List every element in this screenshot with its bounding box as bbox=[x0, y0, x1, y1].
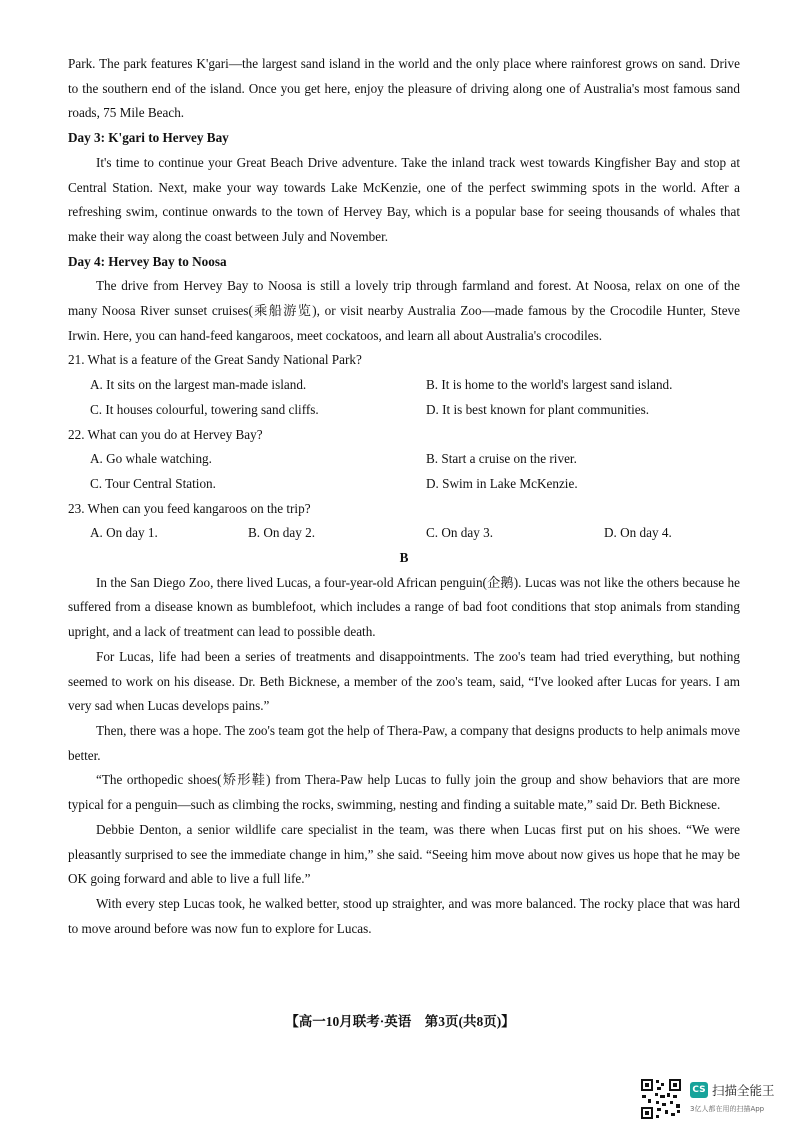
option-21d: D. It is best known for plant communities. bbox=[426, 401, 650, 417]
paragraph-day4: The drive from Hervey Bay to Noosa is still a lovely trip through farmland and forest. At Noosa, relax on one of the many Noosa River sunset cruises(乘船游览), or visit nearby Australia Zoo—made famous by the Crocodile Hunter, Steve Irwin. Here, you can hand-feed kangaroos, meet cockatoos, and learn all about Australia's crocodiles. bbox=[68, 278, 740, 343]
page-footer: 【高一10月联考·英语 第3页(共8页)】 bbox=[285, 1014, 515, 1029]
paragraph-b6: With every step Lucas took, he walked better, stood up straighter, and was more balanced. The rocky place that was hard to move around before was now fun to explore for Lucas. bbox=[68, 895, 740, 936]
day4-heading: Day 4: Hervey Bay to Noosa bbox=[68, 253, 227, 269]
question-22-text: 22. What can you do at Hervey Bay? bbox=[68, 426, 263, 442]
option-22d: D. Swim in Lake McKenzie. bbox=[426, 475, 578, 491]
qr-code-icon bbox=[640, 1078, 682, 1120]
paragraph-b1: In the San Diego Zoo, there lived Lucas, a four-year-old African penguin(企鹅). Lucas was not like the others because he suffered from a disease known as bumblefoot, which includes a range of bad foot conditions that stop animals from standing upright, and a lack of treatment can lead to possible death. bbox=[68, 574, 740, 640]
scanner-watermark bbox=[640, 1078, 790, 1122]
option-22a: A. Go whale watching. bbox=[90, 451, 212, 467]
option-23a: A. On day 1. bbox=[90, 525, 158, 541]
question-23 bbox=[68, 497, 740, 546]
question-23-text: 23. When can you feed kangaroos on the trip? bbox=[68, 500, 311, 516]
cs-logo-icon: CS bbox=[690, 1082, 708, 1098]
option-21c: C. It houses colourful, towering sand cliffs. bbox=[90, 401, 319, 417]
question-23-options bbox=[68, 521, 740, 546]
paragraph-b5: Debbie Denton, a senior wildlife care specialist in the team, was there when Lucas first put on his shoes. “We were pleasantly surprised to see the immediate change in him,” she said. “Seeing him move about now gives us hope that he may be OK going forward and able to live a full life.” bbox=[68, 821, 740, 887]
option-21b: B. It is home to the world's largest sand island. bbox=[426, 377, 673, 393]
option-23b: B. On day 2. bbox=[248, 525, 316, 541]
page-content bbox=[68, 52, 740, 941]
option-23c: C. On day 3. bbox=[426, 525, 494, 541]
brand-tagline: 3亿人都在用的扫描App bbox=[690, 1105, 765, 1113]
option-23d: D. On day 4. bbox=[604, 525, 672, 541]
paragraph-b4: “The orthopedic shoes(矫形鞋) from Thera-Paw help Lucas to fully join the group and show behaviors that are more typical for a penguin—such as climbing the rocks, swimming, nesting and finding a suitable mate,” said Dr. Beth Bicknese. bbox=[68, 772, 740, 813]
paragraph-b3: Then, there was a hope. The zoo's team got the help of Thera-Paw, a company that designs products to help animals move better. bbox=[68, 722, 740, 763]
brand-name: 扫描全能王 bbox=[712, 1083, 775, 1098]
question-22-options bbox=[68, 447, 740, 496]
day3-heading: Day 3: K'gari to Hervey Bay bbox=[68, 130, 229, 146]
section-b-label: B bbox=[399, 550, 409, 566]
paragraph-b2: For Lucas, life had been a series of treatments and disappointments. The zoo's team had tried everything, but nothing seemed to work on his disease. Dr. Beth Bicknese, a member of the zoo's team, said, “I've looked after Lucas for years. I am very sad when Lucas develops pains.” bbox=[68, 648, 740, 714]
option-22c: C. Tour Central Station. bbox=[90, 475, 216, 491]
option-21a: A. It sits on the largest man-made island. bbox=[90, 377, 307, 393]
question-21-text: 21. What is a feature of the Great Sandy National Park? bbox=[68, 352, 362, 368]
question-21 bbox=[68, 348, 740, 422]
paragraph-day3: It's time to continue your Great Beach Drive adventure. Take the inland track west towards Kingfisher Bay and stop at Central Station. Next, make your way towards Lake McKenzie, one of the perfect swimming spots in the world. After a refreshing swim, continue onwards to the town of Hervey Bay, which is a popular base for seeing thousands of whales that make their way along the coast between July and November. bbox=[68, 154, 740, 244]
question-21-options bbox=[68, 373, 740, 422]
question-22 bbox=[68, 423, 740, 497]
paragraph-intro: Park. The park features K'gari—the largest sand island in the world and the only place where rainforest grows on sand. Drive to the southern end of the island. Once you get here, enjoy the pleasure of driving along one of Australia's most famous sand roads, 75 Mile Beach. bbox=[68, 56, 740, 121]
option-22b: B. Start a cruise on the river. bbox=[426, 451, 577, 467]
